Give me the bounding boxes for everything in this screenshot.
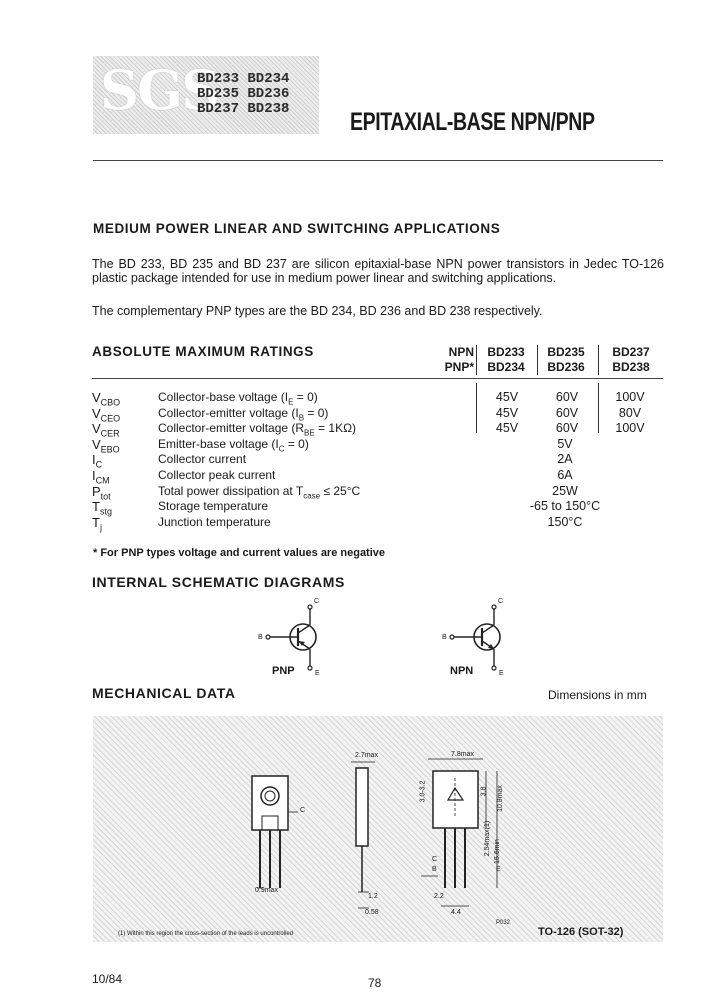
header-divider [93, 160, 663, 161]
dim-10-8: 10.8max [496, 785, 504, 812]
dim-15-6: 15.6min [493, 839, 501, 864]
pnp-pin-e: E [315, 670, 320, 677]
page-title: EPITAXIAL-BASE NPN/PNP [350, 108, 595, 136]
rating-value: 60V [555, 405, 579, 420]
npn-pin-b: B [442, 634, 447, 641]
col-divider [598, 383, 599, 433]
rating-value: 25W [552, 483, 578, 498]
dim-0-9: 0.9max [255, 887, 278, 894]
rating-symbol: $I_C$ [92, 452, 103, 470]
sgs-logo: SGS [100, 58, 219, 122]
npn-label-text: NPN [450, 665, 474, 677]
description-paragraph: The BD 233, BD 235 and BD 237 are silicon epitaxial-base NPN power transistors in Jedec TO-126 plastic package intended for use in medium power linear and switching applications. [92, 257, 664, 285]
table-rule [92, 378, 663, 379]
rating-value: 5V [557, 436, 573, 451]
col-bd233: BD233 [487, 345, 525, 359]
mechanical-heading: MECHANICAL DATA [92, 685, 236, 701]
dim-1-2: 1.2 [368, 893, 378, 900]
page-number: 78 [368, 976, 382, 990]
drawing-footnote: (1) Within this region the cross-section of the leads is uncontrolled [118, 931, 294, 937]
rating-symbol: $P_{tot}$ [92, 483, 111, 502]
rating-symbol: $T_j$ [92, 514, 102, 533]
npn-pin-e: E [499, 670, 504, 677]
rating-description: Collector current [158, 452, 247, 467]
complementary-paragraph: The complementary PNP types are the BD 234, BD 236 and BD 238 respectively. [92, 304, 543, 318]
col-bd238: BD238 [612, 360, 650, 374]
rating-value: 45V [495, 390, 519, 404]
ratings-heading: ABSOLUTE MAXIMUM RATINGS [92, 344, 314, 359]
pnp-pin-c: C [314, 598, 320, 605]
rating-symbol: $T_{stg}$ [92, 499, 112, 517]
npn-pin-c: C [498, 598, 504, 605]
rating-value: 6A [557, 468, 573, 482]
pin-c-right: C [432, 856, 438, 863]
rating-symbol: $V_{CEO}$ [92, 405, 121, 424]
rating-value: 150°C [547, 514, 583, 529]
rating-description: Storage temperature [158, 499, 269, 514]
rating-value: 45V [495, 405, 519, 420]
pnp-symbol [250, 592, 340, 682]
rating-symbol: $I_{CM}$ [92, 468, 110, 486]
rating-description: Collector-emitter voltage $(R_{BE} = 1K\Omega)$ [158, 421, 357, 438]
rating-value: 45V [495, 421, 519, 436]
footer-date: 10/84 [92, 972, 123, 986]
rating-description: Junction temperature [158, 514, 271, 529]
rating-description: Collector peak current [158, 468, 276, 482]
rating-value: 2A [557, 452, 573, 467]
rating-value: 60V [555, 390, 579, 404]
rating-description: Total power dissipation at $T_{case} \le 25^\circ C$ [158, 483, 361, 500]
drawing-code: P032 [496, 920, 511, 926]
rating-symbol: $V_{CER}$ [92, 421, 120, 439]
col-divider [537, 345, 538, 375]
col-divider [598, 345, 599, 375]
model-list [197, 72, 317, 117]
rating-description: Collector-emitter voltage $(I_B = 0)$ [158, 405, 329, 422]
schematic-heading: INTERNAL SCHEMATIC DIAGRAMS [92, 574, 345, 590]
rating-value: 80V [618, 405, 642, 420]
pin-b-right: B [432, 866, 437, 873]
rating-value: -65 to 150°C [529, 499, 601, 514]
rating-value: 60V [555, 421, 579, 436]
col-bd237: BD237 [612, 345, 650, 359]
npn-label: NPN [448, 345, 474, 359]
rating-symbol: $V_{CBO}$ [92, 390, 121, 408]
dim-2-54: 2.54max(1) [484, 820, 492, 857]
dim-3-8: 3.8 [480, 786, 488, 797]
rating-description: Collector-base voltage $(I_E = 0)$ [158, 390, 318, 407]
model-line: BD233 BD234 [197, 71, 290, 87]
package-name: TO-126 (SOT-32) [538, 926, 624, 938]
dim-7-8: 7.8max [451, 751, 474, 758]
col-bd235: BD235 [547, 345, 585, 359]
pnp-label: PNP* [444, 360, 474, 374]
dim-2-2: 2.2 [434, 893, 444, 900]
rating-description: Emitter-base voltage $(I_C = 0)$ [158, 436, 309, 454]
pin-c-label: C [300, 807, 306, 814]
col-bd236: BD236 [547, 360, 585, 374]
dim-4-4: 4.4 [451, 909, 461, 916]
dim-2-7: 2.7max [355, 752, 378, 759]
pnp-note: * For PNP types voltage and current values are negative [93, 547, 386, 559]
npn-symbol [434, 592, 524, 682]
dim-0-58: 0.58 [365, 909, 379, 916]
model-line: BD237 BD238 [197, 101, 290, 117]
pin-e-right: E [496, 866, 501, 873]
dimensions-units: Dimensions in mm [548, 688, 647, 702]
col-bd234: BD234 [487, 360, 525, 374]
col-divider [476, 345, 477, 375]
dim-3-0-3-2: 3.0-3.2 [419, 780, 427, 803]
pnp-pin-b: B [258, 634, 263, 641]
rating-value: 100V [615, 390, 645, 404]
col-divider [476, 383, 477, 433]
applications-heading: MEDIUM POWER LINEAR AND SWITCHING APPLICATIONS [93, 221, 501, 236]
rating-symbol: $V_{EBO}$ [92, 436, 120, 455]
model-line: BD235 BD236 [197, 86, 290, 102]
rating-value: 100V [615, 421, 645, 436]
pnp-label-text: PNP [272, 665, 295, 677]
